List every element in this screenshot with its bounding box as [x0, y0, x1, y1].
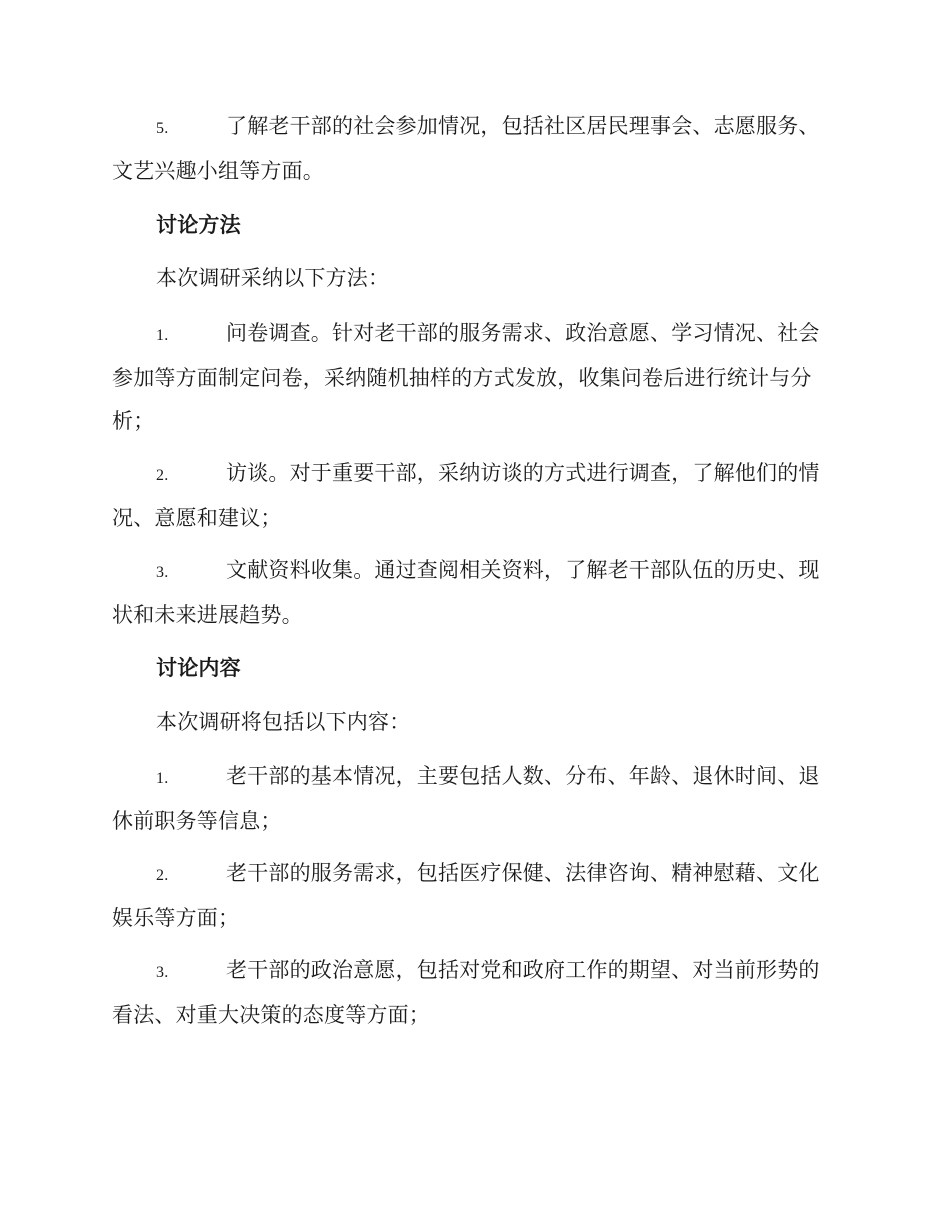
list-number: 3. — [156, 964, 169, 981]
list-item — [112, 755, 838, 843]
list-text: 老干部的政治意愿，包括对党和政府工作的期望、对当前形势的看法、对重大决策的态度等方面； — [112, 958, 820, 1027]
list-number: 1. — [156, 327, 169, 344]
list-text: 老干部的服务需求，包括医疗保健、法律咨询、精神慰藉、文化娱乐等方面； — [112, 861, 820, 930]
list-number: 2. — [156, 467, 169, 484]
list-number: 3. — [156, 564, 169, 581]
list-item — [112, 452, 838, 540]
list-item — [112, 312, 838, 443]
list-item — [112, 105, 838, 193]
list-text: 老干部的基本情况，主要包括人数、分布、年龄、退休时间、退休前职务等信息； — [112, 764, 820, 833]
content-intro: 本次调研将包括以下内容： — [156, 710, 411, 734]
list-item — [112, 949, 838, 1037]
methods-intro: 本次调研采纳以下方法： — [156, 266, 390, 290]
list-item — [112, 549, 838, 637]
list-text: 文献资料收集。通过查阅相关资料，了解老干部队伍的历史、现状和未来进展趋势。 — [112, 558, 820, 627]
list-text: 访谈。对于重要干部，采纳访谈的方式进行调查，了解他们的情况、意愿和建议； — [112, 461, 820, 530]
list-number: 2. — [156, 867, 169, 884]
section-heading-methods: 讨论方法 — [156, 212, 241, 237]
section-heading-content: 讨论内容 — [156, 655, 241, 680]
list-number: 1. — [156, 770, 169, 787]
list-item — [112, 852, 838, 940]
list-text: 问卷调查。针对老干部的服务需求、政治意愿、学习情况、社会参加等方面制定问卷，采纳随机抽样的方式发放，收集问卷后进行统计与分析； — [112, 321, 820, 433]
list-number: 5. — [156, 120, 169, 137]
list-text: 了解老干部的社会参加情况，包括社区居民理事会、志愿服务、文艺兴趣小组等方面。 — [112, 114, 820, 183]
